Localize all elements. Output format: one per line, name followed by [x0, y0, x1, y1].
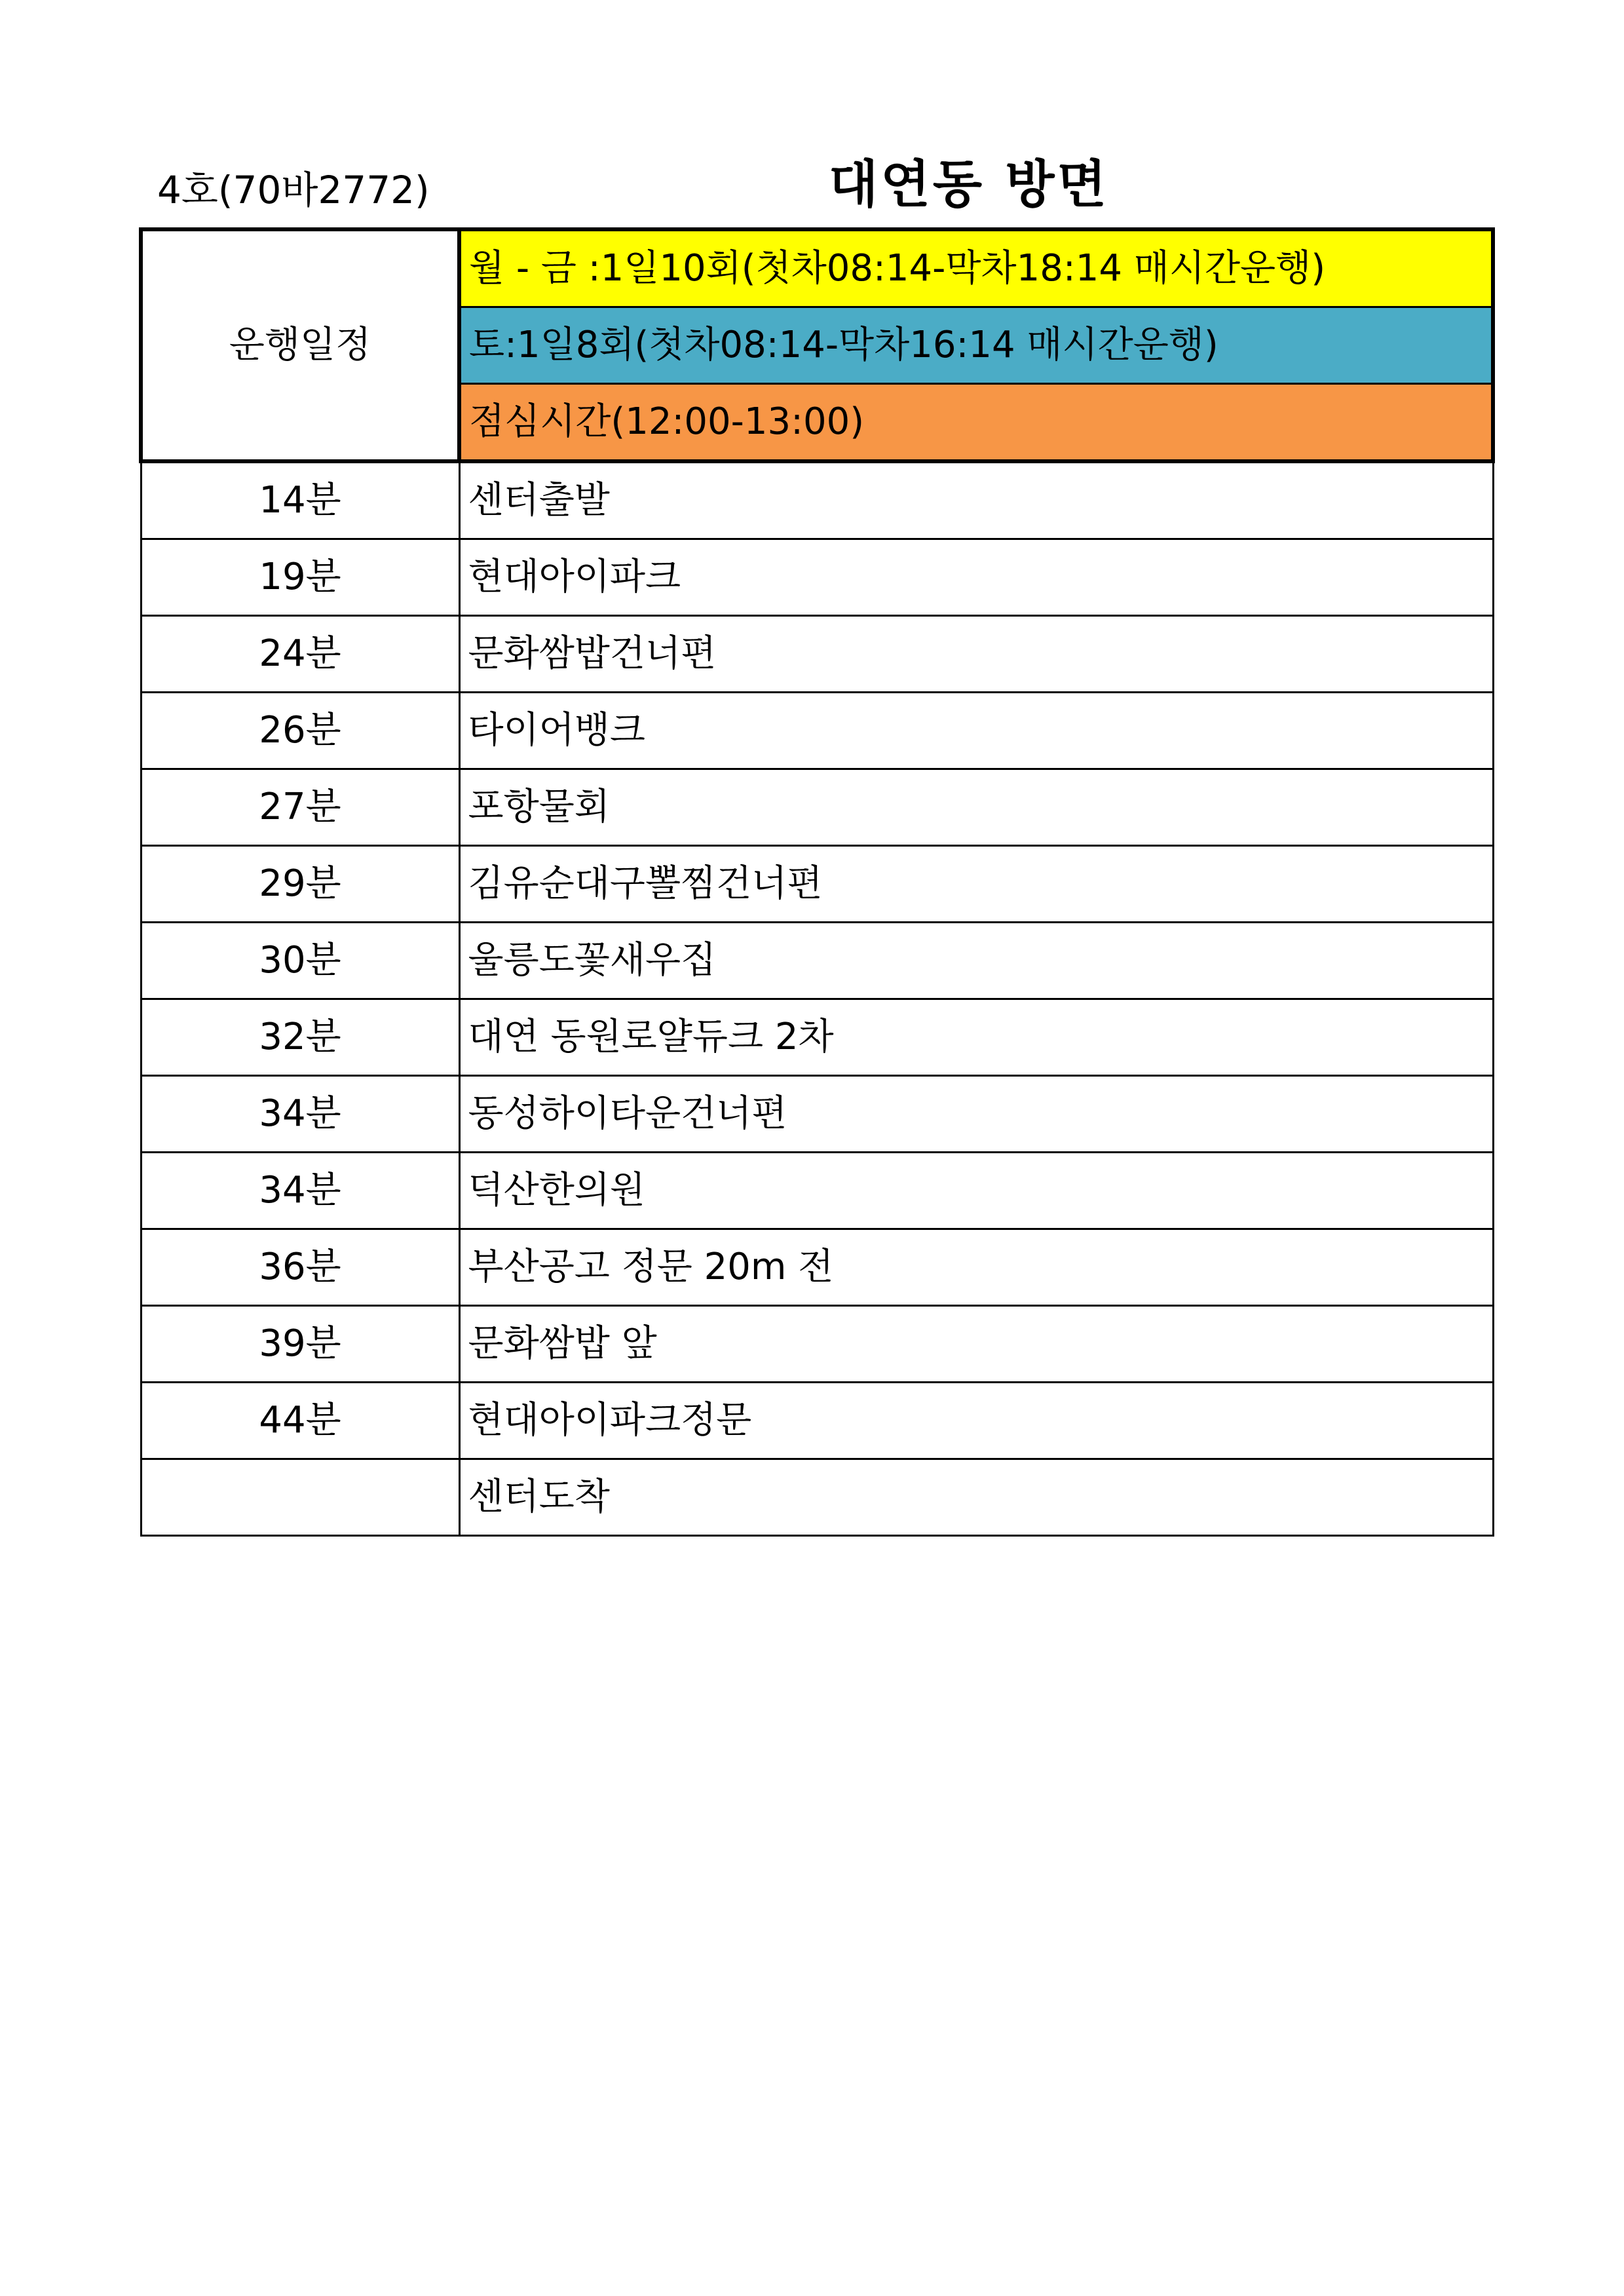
stop-name: 센터출발	[459, 461, 1493, 539]
stop-name: 현대아이파크정문	[459, 1383, 1493, 1459]
stop-name: 울릉도꽃새우집	[459, 923, 1493, 999]
schedule-table	[139, 227, 1495, 1537]
table-row	[141, 539, 1493, 616]
stop-time: 34분	[141, 1076, 459, 1153]
stop-time: 30분	[141, 923, 459, 999]
schedule-row-weekday	[141, 229, 1493, 307]
stop-name: 현대아이파크	[459, 539, 1493, 616]
stop-time	[141, 1459, 459, 1536]
table-row	[141, 769, 1493, 846]
schedule-lunch: 점심시간(12:00-13:00)	[459, 384, 1493, 462]
table-row	[141, 616, 1493, 693]
schedule-saturday: 토:1일8회(첫차08:14-막차16:14 매시간운행)	[459, 307, 1493, 384]
table-row	[141, 1306, 1493, 1383]
stop-time: 36분	[141, 1229, 459, 1306]
table-row	[141, 1153, 1493, 1229]
schedule-weekday: 월 - 금 :1일10회(첫차08:14-막차18:14 매시간운행)	[459, 229, 1493, 307]
stop-time: 34분	[141, 1153, 459, 1229]
stop-time: 19분	[141, 539, 459, 616]
table-row	[141, 923, 1493, 999]
page-title: 대연동 방면	[829, 155, 1109, 214]
stop-name: 센터도착	[459, 1459, 1493, 1536]
stop-time: 26분	[141, 693, 459, 769]
stop-time: 44분	[141, 1383, 459, 1459]
stop-time: 39분	[141, 1306, 459, 1383]
table-row	[141, 693, 1493, 769]
stop-name: 부산공고 정문 20m 전	[459, 1229, 1493, 1306]
stop-name: 동성하이타운건너편	[459, 1076, 1493, 1153]
stop-time: 29분	[141, 846, 459, 923]
stop-name: 문화쌈밥건너편	[459, 616, 1493, 693]
stop-name: 문화쌈밥 앞	[459, 1306, 1493, 1383]
table-row	[141, 846, 1493, 923]
stop-name: 포항물회	[459, 769, 1493, 846]
stop-time: 27분	[141, 769, 459, 846]
table-row	[141, 1229, 1493, 1306]
stop-time: 32분	[141, 999, 459, 1076]
table-row	[141, 461, 1493, 539]
stop-name: 김유순대구뽈찜건너편	[459, 846, 1493, 923]
stop-name: 타이어뱅크	[459, 693, 1493, 769]
stop-name: 대연 동원로얄듀크 2차	[459, 999, 1493, 1076]
schedule-label: 운행일정	[141, 229, 459, 461]
vehicle-id: 4호(70바2772)	[157, 168, 430, 212]
stop-name: 덕산한의원	[459, 1153, 1493, 1229]
table-row	[141, 1459, 1493, 1536]
stop-time: 24분	[141, 616, 459, 693]
table-row	[141, 999, 1493, 1076]
table-row	[141, 1076, 1493, 1153]
stop-time: 14분	[141, 461, 459, 539]
table-row	[141, 1383, 1493, 1459]
